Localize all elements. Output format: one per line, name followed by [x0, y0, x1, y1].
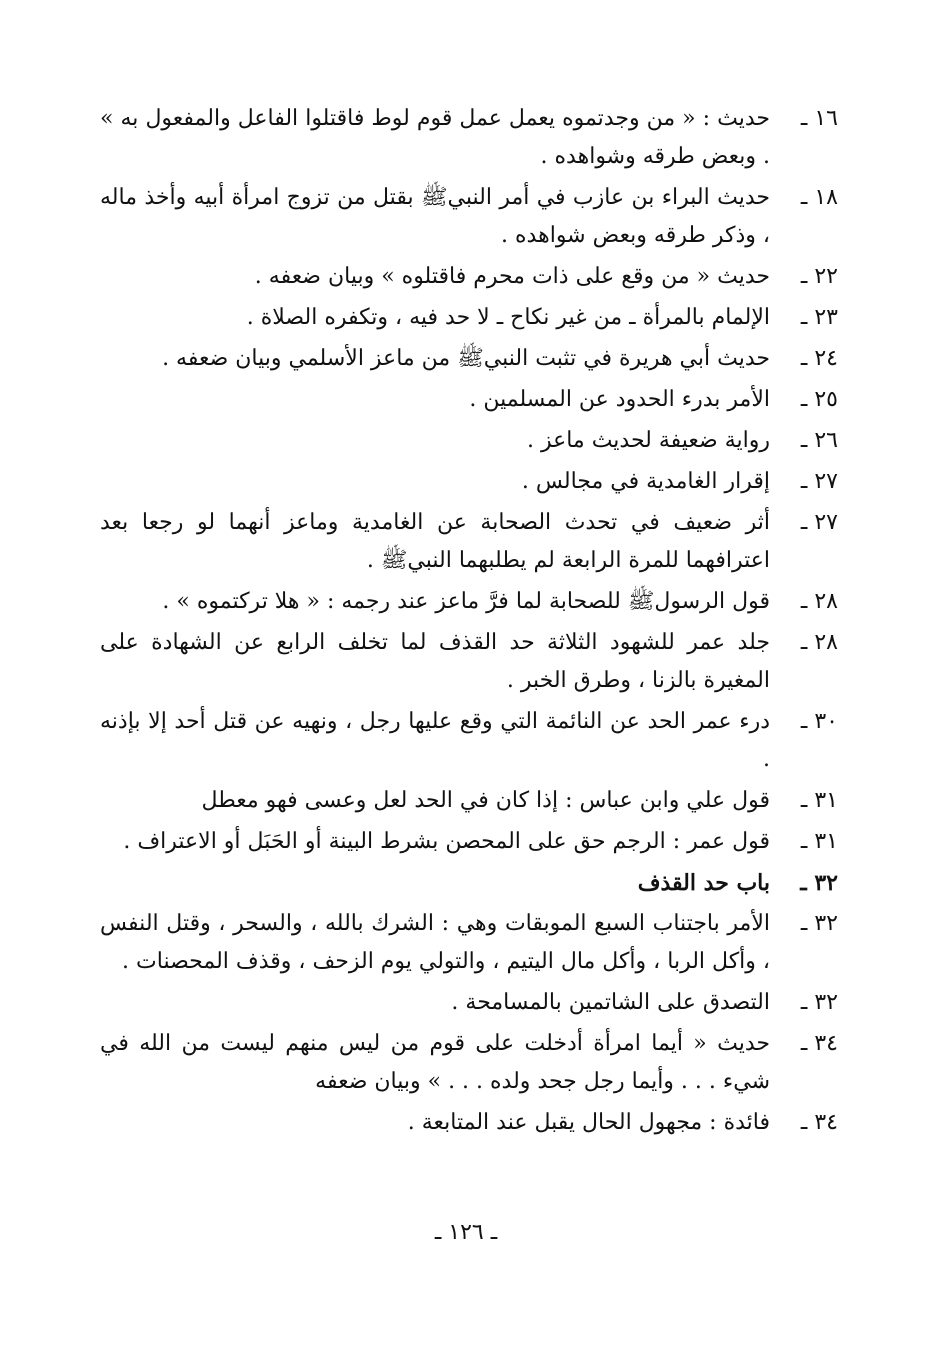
- entry-page-ref: ١٨ ـ: [800, 185, 838, 210]
- entry-page-ref: ٣٢ ـ: [800, 870, 838, 896]
- entry-text: قول علي وابن عباس : إذا كان في الحد لعل وعسى فهو معطل: [201, 788, 770, 813]
- entry-text: قول الرسولﷺ للصحابة لما فرَّ ماعز عند رجمه : « هلا تركتموه » .: [162, 589, 770, 614]
- index-entry: [100, 703, 838, 779]
- entry-text: درء عمر الحد عن النائمة التي وقع عليها رجل ، ونهيه عن قتل أحد إلا بإذنه .: [100, 709, 770, 772]
- index-entry: [100, 823, 838, 861]
- index-entry: [100, 905, 838, 981]
- entry-page-ref: ٢٧ ـ: [800, 469, 838, 494]
- entry-text: إقرار الغامدية في مجالس .: [521, 469, 770, 494]
- entry-text: أثر ضعيف في تحدث الصحابة عن الغامدية وماعز أنهما لو رجعا بعد اعترافهما للمرة الرابعة لم يطلبهما النبيﷺ .: [100, 510, 770, 573]
- index-entry: [100, 299, 838, 337]
- index-entry: [100, 463, 838, 501]
- entry-page-ref: ٣١ ـ: [800, 829, 838, 854]
- entry-page-ref: ٣٢ ـ: [800, 990, 838, 1015]
- entry-text: التصدق على الشاتمين بالمسامحة .: [451, 990, 770, 1015]
- entry-text: الأمر باجتناب السبع الموبقات وهي : الشرك بالله ، والسحر ، وقتل النفس ، وأكل الربا ، وأكل مال اليتيم ، والتولي يوم الزحف ، وقذف المحصنات .: [100, 911, 770, 974]
- entry-page-ref: ٣٤ ـ: [800, 1031, 838, 1056]
- entry-text: الإلمام بالمرأة ـ من غير نكاح ـ لا حد فيه ، وتكفره الصلاة .: [246, 305, 770, 330]
- index-entry: [100, 624, 838, 700]
- entry-text: قول عمر : الرجم حق على المحصن بشرط البينة أو الحَبَل أو الاعتراف .: [123, 829, 770, 854]
- index-entry: [100, 583, 838, 621]
- index-entry: [100, 179, 838, 255]
- section-heading-entry: [100, 864, 838, 902]
- entry-text: رواية ضعيفة لحديث ماعز .: [526, 428, 770, 453]
- entry-text: الأمر بدرء الحدود عن المسلمين .: [469, 387, 770, 412]
- index-entry: [100, 984, 838, 1022]
- entry-page-ref: ٢٧ ـ: [800, 510, 838, 535]
- index-entry: [100, 100, 838, 176]
- entry-page-ref: ٣٢ ـ: [800, 911, 838, 936]
- entry-page-ref: ٢٥ ـ: [800, 387, 838, 412]
- index-entry: [100, 504, 838, 580]
- entry-page-ref: ٢٢ ـ: [800, 264, 838, 289]
- entry-text: حديث : « من وجدتموه يعمل عمل قوم لوط فاقتلوا الفاعل والمفعول به » . وبعض طرقه وشواهده .: [100, 106, 770, 169]
- index-entry: [100, 422, 838, 460]
- entry-page-ref: ٣١ ـ: [800, 788, 838, 813]
- entry-page-ref: ١٦ ـ: [800, 106, 838, 131]
- entry-page-ref: ٢٨ ـ: [800, 630, 838, 655]
- entry-page-ref: ٢٣ ـ: [800, 305, 838, 330]
- index-entry: [100, 1025, 838, 1101]
- entry-page-ref: ٢٦ ـ: [800, 428, 838, 453]
- entry-page-ref: ٢٤ ـ: [800, 346, 838, 371]
- entry-text: حديث « أيما امرأة أدخلت على قوم من ليس منهم ليست من الله في شيء . . . وأيما رجل جحد ولده . . . » وبيان ضعفه: [100, 1031, 770, 1094]
- page-number: ـ ١٢٦ ـ: [434, 1220, 498, 1245]
- index-entry: [100, 340, 838, 378]
- index-entry: [100, 258, 838, 296]
- index-entry: [100, 381, 838, 419]
- index-entry: [100, 782, 838, 820]
- index-entries: [100, 100, 838, 1145]
- entry-text: جلد عمر للشهود الثلاثة حد القذف لما تخلف الرابع عن الشهادة على المغيرة بالزنا ، وطرق الخبر .: [100, 630, 770, 693]
- entry-page-ref: ٢٨ ـ: [800, 589, 838, 614]
- entry-page-ref: ٣٠ ـ: [800, 709, 838, 734]
- entry-text: حديث « من وقع على ذات محرم فاقتلوه » وبيان ضعفه .: [254, 264, 770, 289]
- index-entry: [100, 1104, 838, 1142]
- section-heading: باب حد القذف: [637, 870, 770, 896]
- entry-text: حديث أبي هريرة في تثبت النبيﷺ من ماعز الأسلمي وبيان ضعفه .: [162, 346, 770, 371]
- entry-text: فائدة : مجهول الحال يقبل عند المتابعة .: [407, 1110, 770, 1135]
- entry-text: حديث البراء بن عازب في أمر النبيﷺ بقتل من تزوج امرأة أبيه وأخذ ماله ، وذكر طرقه وبعض شواهده .: [100, 185, 770, 248]
- entry-page-ref: ٣٤ ـ: [800, 1110, 838, 1135]
